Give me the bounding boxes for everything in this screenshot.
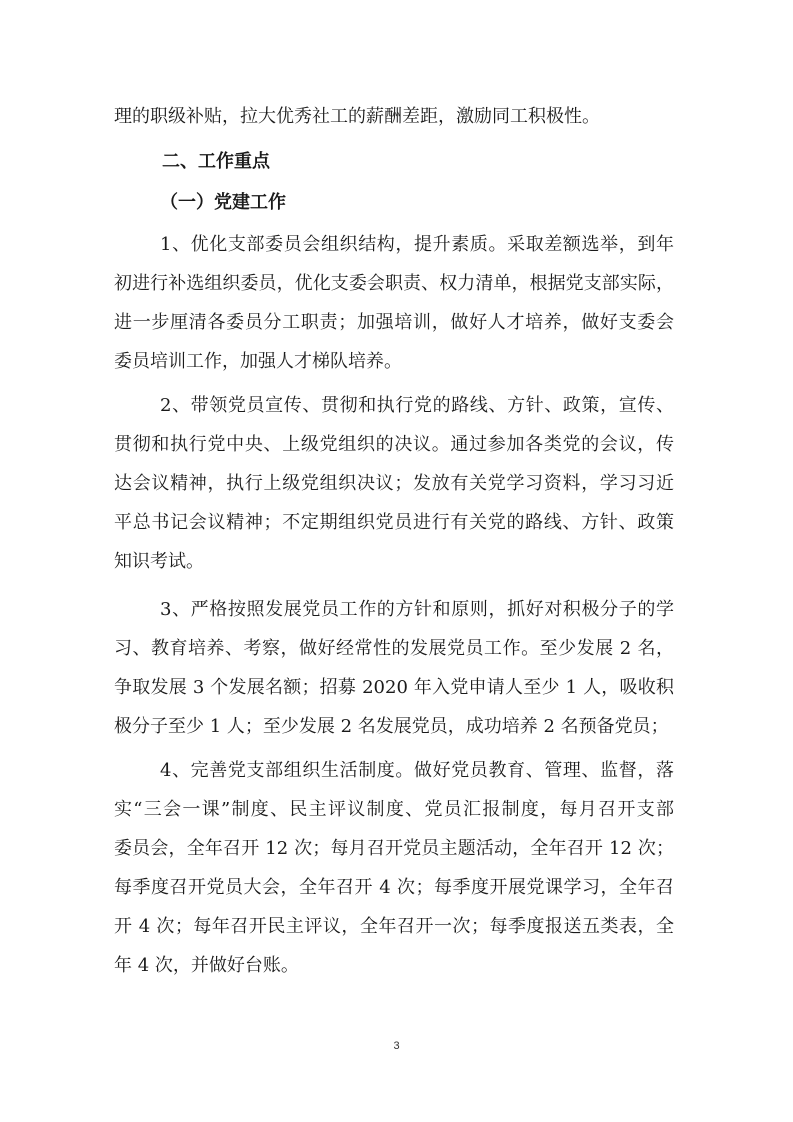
paragraph-2-line-3: 达会议精神，执行上级党组织决议；发放有关党学习资料，学习习近: [114, 473, 674, 494]
paragraph-2-line-1: 2、带领党员宣传、贯彻和执行党的路线、方针、政策，宣传、: [160, 395, 674, 416]
paragraph-1-line-2: 初进行补选组织委员，优化支委会职责、权力清单，根据党支部实际，: [114, 273, 674, 294]
paragraph-1-line-1: 1、优化支部委员会组织结构，提升素质。采取差额选举，到年: [160, 234, 674, 255]
paragraph-4-line-5: 开 4 次；每年召开民主评议，全年召开一次；每季度报送五类表，全: [114, 916, 674, 937]
paragraph-4-line-3: 委员会，全年召开 12 次；每月召开党员主题活动，全年召开 12 次；: [114, 838, 674, 859]
paragraph-4-line-2: 实“三会一课”制度、民主评议制度、党员汇报制度，每月召开支部: [114, 799, 674, 820]
paragraph-4-line-4: 每季度召开党员大会，全年召开 4 次；每季度开展党课学习，全年召: [114, 877, 674, 898]
paragraph-4-line-6: 年 4 次，并做好台账。: [114, 955, 299, 976]
paragraph-1-line-3: 进一步厘清各委员分工职责；加强培训，做好人才培养，做好支委会: [114, 312, 674, 333]
paragraph-3-line-4: 极分子至少 1 人；至少发展 2 名发展党员，成功培养 2 名预备党员；: [114, 716, 669, 737]
intro-line: 理的职级补贴，拉大优秀社工的薪酬差距，激励同工积极性。: [114, 106, 600, 127]
paragraph-1-line-4: 委员培训工作，加强人才梯队培养。: [114, 351, 402, 372]
section-heading: 二、工作重点: [162, 151, 270, 172]
paragraph-2-line-2: 贯彻和执行党中央、上级党组织的决议。通过参加各类党的会议，传: [114, 434, 674, 455]
paragraph-3-line-3: 争取发展 3 个发展名额；招募 2020 年入党申请人至少 1 人，吸收积: [114, 677, 674, 698]
paragraph-2-line-4: 平总书记会议精神；不定期组织党员进行有关党的路线、方针、政策: [114, 512, 674, 533]
subsection-heading: （一）党建工作: [160, 192, 286, 213]
paragraph-3-line-2: 习、教育培养、考察，做好经常性的发展党员工作。至少发展 2 名，: [114, 638, 674, 659]
page-number: 3: [393, 1040, 400, 1052]
paragraph-2-line-5: 知识考试。: [114, 551, 204, 572]
paragraph-4-line-1: 4、完善党支部组织生活制度。做好党员教育、管理、监督，落: [160, 760, 674, 781]
paragraph-3-line-1: 3、严格按照发展党员工作的方针和原则，抓好对积极分子的学: [160, 599, 674, 620]
